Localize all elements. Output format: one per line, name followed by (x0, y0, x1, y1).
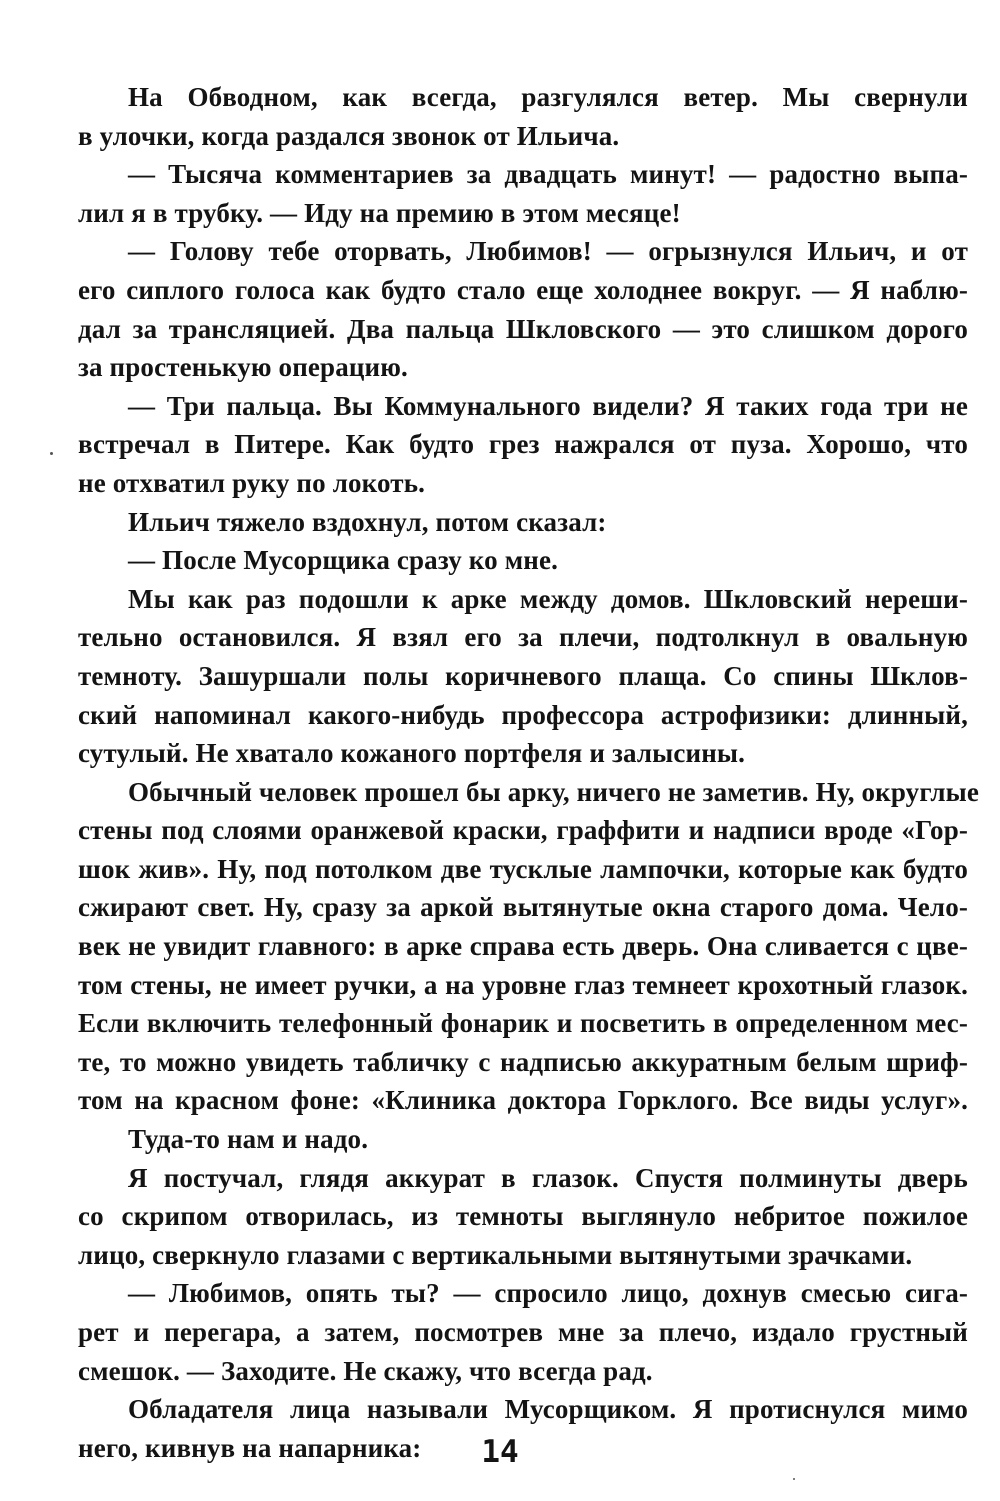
text-line: шок жив». Ну, под потолком две тусклые лампочки, которые как будто (78, 853, 968, 884)
text-line: стены под слоями оранжевой краски, граффити и надписи вроде «Гор- (78, 815, 968, 846)
text-line: смешок. — Заходите. Не скажу, что всегда рад. (78, 1355, 653, 1386)
text-line: — Голову тебе оторвать, Любимов! — огрызнулся Ильич, и от (128, 236, 968, 267)
text-line: — Любимов, опять ты? — спросило лицо, дохнув смесью сига- (128, 1278, 968, 1309)
text-line: Туда-то нам и надо. (128, 1124, 369, 1155)
text-line: Обычный человек прошел бы арку, ничего не заметив. Ну, округлые (128, 776, 980, 807)
text-line: те, то можно увидеть табличку с надписью аккуратным белым шриф- (78, 1046, 968, 1077)
text-line: Мы как раз подошли к арке между домов. Шкловский нереши- (128, 583, 968, 614)
text-line: тельно остановился. Я взял его за плечи, подтолкнул в овальную (78, 622, 968, 653)
page-number: 14 (481, 1434, 519, 1470)
text-line: него, кивнув на напарника: (78, 1432, 422, 1463)
text-line: Если включить телефонный фонарик и посветить в определенном мес- (78, 1008, 968, 1039)
text-line: ский напоминал какого-нибудь профессора астрофизики: длинный, (78, 699, 968, 730)
text-line: Я постучал, глядя аккурат в глазок. Спустя полминуты дверь (128, 1162, 968, 1193)
text-line: его сиплого голоса как будто стало еще холоднее вокруг. — Я наблю- (78, 274, 968, 305)
text-line: сутулый. Не хватало кожаного портфеля и залысины. (78, 738, 746, 769)
text-line: — После Мусорщика сразу ко мне. (128, 545, 558, 576)
text-line: — Три пальца. Вы Коммунального видели? Я таких года три не (128, 390, 968, 421)
text-line: встречал в Питере. Как будто грез нажрался от пуза. Хорошо, что (78, 429, 968, 460)
text-line: — Тысяча комментариев за двадцать минут! — радостно выпа- (128, 159, 968, 190)
scan-speck (793, 1478, 795, 1480)
text-line: На Обводном, как всегда, разгулялся ветер. Мы свернули (128, 82, 968, 112)
text-line: сжирают свет. Ну, сразу за аркой вытянутые окна старого дома. Чело- (78, 892, 968, 923)
text-line: со скрипом отворилась, из темноты выглянуло небритое пожилое (78, 1201, 968, 1232)
text-line: век не увидит главного: в арке справа есть дверь. Она сливается с цве- (78, 931, 968, 962)
text-line: в улочки, когда раздался звонок от Ильича. (78, 120, 620, 151)
text-line: лил я в трубку. — Иду на премию в этом месяце! (78, 197, 681, 228)
text-line: лицо, сверкнуло глазами с вертикальными вытянутыми зрачками. (78, 1239, 913, 1270)
text-line: рет и перегара, а затем, посмотрев мне за плечо, издало грустный (78, 1317, 968, 1347)
scan-speck (50, 452, 53, 455)
page-body-text (78, 78, 980, 1467)
text-line: Обладателя лица называли Мусорщиком. Я протиснулся мимо (128, 1394, 968, 1425)
text-line: за простенькую операцию. (78, 352, 408, 383)
text-line: том на красном фоне: «Клиника доктора Горклого. Все виды услуг». (78, 1085, 968, 1116)
text-line: том стены, не имеет ручки, а на уровне глаз темнеет крохотный глазок. (78, 969, 968, 1000)
text-line: темноту. Зашуршали полы коричневого плаща. Со спины Шклов- (78, 660, 968, 691)
text-line: дал за трансляцией. Два пальца Шкловского — это слишком дорого (78, 313, 968, 344)
text-line: не отхватил руку по локоть. (78, 467, 426, 498)
text-line: Ильич тяжело вздохнул, потом сказал: (128, 506, 607, 537)
